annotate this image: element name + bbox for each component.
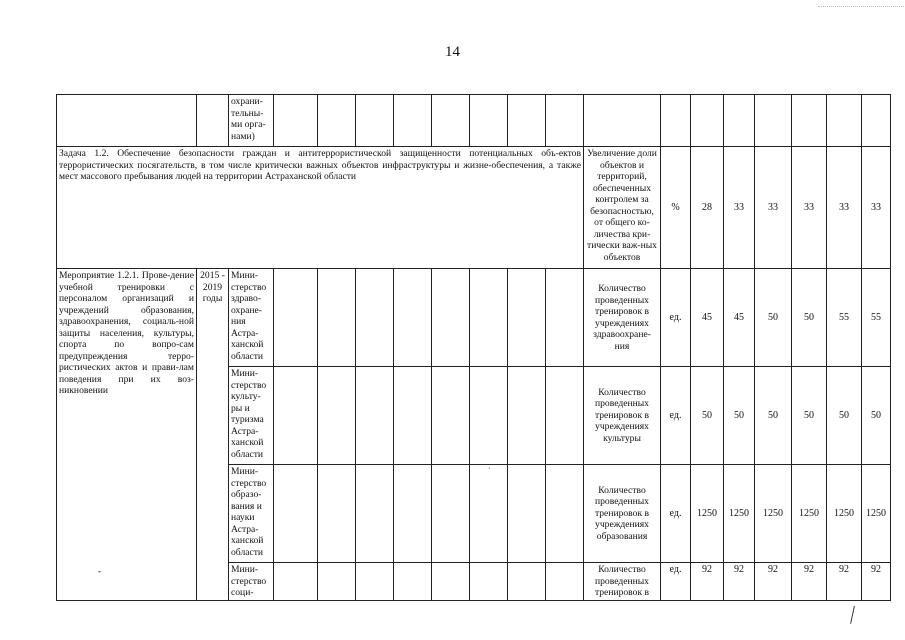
indicator-cell: Количество проведенных тренировок в учреждениях здравоохране-ния <box>584 269 661 367</box>
value-cell: 33 <box>827 147 862 269</box>
unit-cell: % <box>661 147 691 269</box>
stray-dash: - <box>98 566 101 576</box>
value-cell: 50 <box>792 367 827 465</box>
value-cell: 1250 <box>792 465 827 563</box>
value-cell: 50 <box>792 269 827 367</box>
table-row-task <box>57 147 891 269</box>
value-cell: 92 <box>691 563 724 601</box>
executor-cell: Мини-стерство соци- <box>229 563 274 601</box>
program-table <box>56 94 891 601</box>
task-text: Задача 1.2. Обеспечение безопасности граждан и антитеррористической защищенности потенциальных объ-ектов террористических посягательств, в том числе критически важных объектов инфраструктуры и жизне-обеспечения, а также мест массового пребывания людей на территории Астраханской области <box>57 147 584 269</box>
indicator-cell: Количество проведенных тренировок в учреждениях культуры <box>584 367 661 465</box>
indicator-cell: Количество проведенных тренировок в учреждениях образования <box>584 465 661 563</box>
value-cell: 50 <box>724 367 755 465</box>
period-cell: 2015 - 2019 годы <box>197 269 229 601</box>
table-row <box>57 269 891 367</box>
value-cell: 92 <box>862 563 891 601</box>
stray-dot: · <box>488 464 491 473</box>
pen-mark <box>850 606 856 624</box>
value-cell: 1250 <box>862 465 891 563</box>
value-cell: 45 <box>691 269 724 367</box>
value-cell: 28 <box>691 147 724 269</box>
indicator-cell: Количество проведенных тренировок в <box>584 563 661 601</box>
value-cell: 45 <box>724 269 755 367</box>
executor-cell: Мини-стерство образо-вания и науки Астра-ханской области <box>229 465 274 563</box>
unit-cell: ед. <box>661 563 691 601</box>
value-cell: 50 <box>755 367 792 465</box>
page-number: 14 <box>445 44 460 60</box>
value-cell: 55 <box>862 269 891 367</box>
unit-cell: ед. <box>661 367 691 465</box>
value-cell: 92 <box>755 563 792 601</box>
value-cell: 33 <box>755 147 792 269</box>
value-cell: 33 <box>792 147 827 269</box>
value-cell: 33 <box>862 147 891 269</box>
value-cell: 92 <box>792 563 827 601</box>
executor-cell: охрани-тельны-ми орга-нами) <box>229 95 274 147</box>
value-cell: 50 <box>862 367 891 465</box>
measure-name: Мероприятие 1.2.1. Прове-дение учебной тренировки с персоналом организаций и учреждений образования, здравоохранения, социаль-ной защиты населения, культуры, спорта по вопро-сам предупреждения терро-ристических актов и прави-лам поведения при их воз-никновении <box>57 269 197 601</box>
scan-artifact <box>818 6 904 7</box>
value-cell: 92 <box>827 563 862 601</box>
value-cell: 1250 <box>755 465 792 563</box>
unit-cell: ед. <box>661 465 691 563</box>
executor-cell: Мини-стерство культу-ры и туризма Астра-ханской области <box>229 367 274 465</box>
executor-cell: Мини-стерство здраво-охране-ния Астра-ханской области <box>229 269 274 367</box>
value-cell: 1250 <box>691 465 724 563</box>
value-cell: 50 <box>827 367 862 465</box>
indicator-cell: Увеличение доли объектов и территорий, обеспеченных контролем за безопасностью, от общего ко-личества кри-тически важ-ных объектов <box>584 147 661 269</box>
value-cell: 33 <box>724 147 755 269</box>
value-cell: 50 <box>691 367 724 465</box>
value-cell: 1250 <box>724 465 755 563</box>
value-cell: 92 <box>724 563 755 601</box>
value-cell: 55 <box>827 269 862 367</box>
value-cell: 50 <box>755 269 792 367</box>
value-cell: 1250 <box>827 465 862 563</box>
unit-cell: ед. <box>661 269 691 367</box>
table-row <box>57 95 891 147</box>
